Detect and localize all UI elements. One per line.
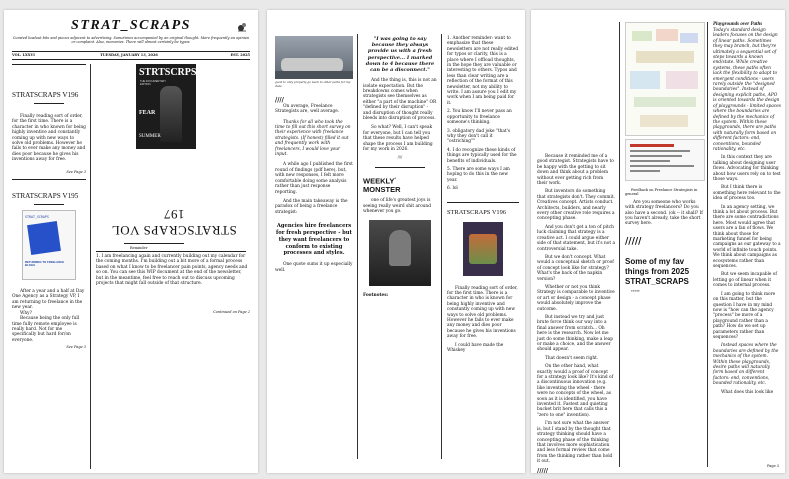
- volume-label: VOL. LXXVI: [12, 53, 35, 57]
- divider-slashes: ////: [275, 96, 284, 104]
- column-left: [275, 36, 353, 273]
- column-middle: [625, 22, 703, 294]
- article-text: Finally reading sort of order, for the first time. There is a character in who known for being highly inventive and constantly coming up with new ways to solve old problems. However he fails to ever make any money and dies poor because he gives his inventions away for free.: [12, 114, 86, 163]
- column-middle: [363, 36, 437, 298]
- article-text: I'm not sure what the answer is, but I stand by the thought that strategy thinking should have a concepting phase of the thinking that involves more sophistication and less formal review that come from the thinking rather than hold it out.: [537, 421, 613, 465]
- footnote: 1. Another reminder: want to emphasize that these newsletters are not really edited for typos or clarity, this is a place where I offload thoughts, in the hope they are valuable or interesting to others. Typos and less than clear writing are a reflection of the format of this newsletter, not my ability to write. I am assure you I edit my work when I am being paid for it.: [447, 36, 519, 106]
- article-text: Because being the only full time fully remote employee is really hard. Not for me specifically but hard for/on everyone.: [12, 316, 80, 343]
- divider-slashes: ////: [397, 154, 403, 159]
- pull-quote: "I was going to say because they always provide us with a fresh perspective... I marked down to 4 because there can be a disconnect.": [365, 36, 435, 74]
- issue-date: TUESDAY, JANUARY 13, 2026: [100, 53, 158, 57]
- newsletter-page-2: [267, 10, 525, 473]
- section-heading: STRATSCRAPS V196: [12, 91, 79, 99]
- article-text: A while ago I published the first round of findings (pdf here), but, with new responses, I felt more comfortable doing some analysis rather than just response reporting.: [275, 162, 353, 195]
- magazine-cover: STRTSCRPS THE DOCUMENTARY EDITION FEAR SUMMER: [136, 64, 196, 149]
- article-text: So what? Well, I can't speak for everyone, but I can tell you that these results have helped shape the process I am building for my work in 2026.: [363, 125, 433, 153]
- lead-article: 1. I am freelancing again and currently building out my calendar for the coming months. I'm building out a bit more of a formal process based on what I know to be freelancer pain points, agency needs and so on. You can see this WIP document at the end of the newsletter, but in the meantime, feel free to reach out to discuss upcoming projects that might fall outside of that structure.: [96, 254, 248, 287]
- article-text: Because it reminded me of a good strategist. Strategists have to be happy with the getting to sit down and think about a problem without ever getting rich from their work.: [537, 154, 614, 187]
- article-text: But we seem incapable of letting go of linear when it comes to internal process.: [713, 272, 777, 289]
- page-reference: Continued on Page 2: [213, 310, 250, 314]
- section-heading: WEEKLY* MONSTER: [363, 175, 401, 195]
- star-divider: *****: [631, 289, 640, 294]
- article-text: Finally reading sort of order, for the first time. There is a character in who is known for being highly inventive and constantly coming up with new ways to solve old problems. However he fails to ever make any money and dies poor because he gives his inventions away for free.: [447, 285, 518, 340]
- article-text: I could have made the Whiskey: [447, 342, 504, 354]
- section-heading: STRATSCRAPS V196: [447, 208, 507, 216]
- footnote: 2. You know I'll never pass an opportunity to freelance someone's thinking.: [447, 109, 512, 126]
- article-text: In an agency setting, we think a lot about process. But there are some contradictions here. Most would agree that users are a fan of flows. We think about those for marketing funnel for being campaigns as our gateway to a world of infinite touch points. We think about campaigns as ecosystems rather than sequences.: [713, 204, 781, 270]
- column-right: [713, 22, 781, 395]
- poster-image: [463, 222, 503, 276]
- cover-figure: [160, 86, 182, 142]
- page-reference: See Page 3: [66, 169, 86, 174]
- article-text: Whether or not you think Strategy is comparable to inventive or art or design - a concept phase would absolutely improve the outcome.: [537, 284, 615, 312]
- article-text: What does this look like: [721, 389, 774, 395]
- reminder-label: Reminder: [130, 246, 148, 250]
- article-text: On average, Freelance Strategists are, well average.: [275, 103, 340, 115]
- article-text: One quote sums it up especially well.: [275, 262, 353, 273]
- article-text: That doesn't seem right.: [545, 355, 599, 361]
- cover-graphic: [27, 221, 61, 255]
- established-label: EST. 2025: [230, 53, 250, 57]
- article-text: On the other hand, what exactly would a proof of concept for a strategy look like? It's kind of a discontinuous innovation (e.g. like inventing the wheel - there were no concepts of the wheel, as soon as it is identified, you have invented it. Fastest and quieting bucket brit here that calls this a "zero to one" invention).: [537, 364, 614, 418]
- article-text: But we don't concept. What would a conceptual sketch or proof of concept look like for strategy? What's the back of the napkin version?: [537, 254, 614, 282]
- monster-photo: [369, 220, 431, 286]
- column-left: [537, 154, 615, 473]
- article-text: And the main takeaway is the paradox of being a freelance strategist:: [275, 198, 348, 215]
- article-text: Why?: [20, 310, 32, 316]
- divider-slashes: /////: [625, 236, 642, 247]
- footnote: 3. obligatory dad joke "that's why they don't call it "ostriching"": [447, 128, 511, 145]
- column-right: [447, 36, 519, 353]
- photo: [275, 36, 353, 79]
- article-text: And the thing is, this is not an isolate expectation. But the breakdowns comes when strategists see themselves as either "a part of the machine" OR "defined by their disruption" - and disruption of thought really bleeds into disruption of process.: [363, 78, 437, 122]
- newsletter-page-3: [531, 10, 785, 473]
- article-text: Thanks for all who took the time to fill out this short survey on their experience with freelance strategists. (If honest) filled it out and frequently work with freelancers, I would love your input.: [275, 119, 351, 158]
- article-text: Today's standard design leaders focuses on the design of linear paths. Sometimes they may branch, but they're ultimately a sequential set of steps towards a known end/state. While creative systems, these paths often lack the flexibility to adapt to emergent conditions - users rarely outside the "designed boundaries". Instead of designing explicit paths, APO is oriented towards the design of playgrounds - limited spaces where the boundaries are defined by the mechanics of the system. Within these playgrounds, there are paths with naturally form based on different factors: end, conventions, bounded rationality, etc.: [713, 28, 781, 152]
- cover-image: STRAT_SCRAPS RETURNING TO FREELANCE BLOGS: [22, 210, 76, 280]
- footnotes-label: Footnotes:: [363, 292, 389, 298]
- tagline: Curated leadout bits and pieces adjacent to advertising. Sometimes accompanied by an original thought. More frequently an opinion or complaint. Also, memories. There will almost certainly be typos.: [12, 36, 250, 45]
- article-text: In this context they are talking about designing user flows. Advocating for thinking about how users rely on to test those ways.: [713, 155, 781, 182]
- image-caption: Feedback on Freelance Strategists in general: [625, 188, 698, 197]
- article-text: one of life's greatest joys is seeing really weird shit around whenever you go.: [363, 198, 431, 215]
- section-heading: Playgrounds over Paths: [713, 22, 763, 27]
- column-left: [12, 64, 86, 350]
- article-text: Are you someone who works with strategy freelancers? Do you also have a second. (ok -- it shall? If you haven't already, take the short survey here.: [625, 199, 703, 227]
- page-number: Page 3: [767, 464, 779, 468]
- article-text: But inventors do something that strategists don't. They commit. Creatives concept. Artists conduct. Architects, builders, and nearly every other creative role requires a concepting phase.: [537, 189, 615, 222]
- masthead: STRAT_SCRAPS: [71, 18, 191, 33]
- newsletter-page-1: [4, 10, 258, 473]
- article-text: And you don't get a ton of pitch luck claiming that strategy is a creative act. I could argue either side of that statement, but it's not a controversial take.: [537, 224, 616, 252]
- subheading: Agencies hire freelancers for fresh perspective - but they want freelancers to conform to existing processes and styles.: [276, 223, 352, 257]
- masthead-logo-icon: [236, 18, 248, 30]
- article-text: But I think there is something here relevant to the idea of process too.: [713, 185, 781, 202]
- article-text: But instead we try and just brute force think our way into a final answer from scratch... Oh here is the research. Now let me just do some thinking, make a leap or make a choice, and the answer should appear.: [537, 314, 614, 353]
- photo-caption: good to only properly go back to other parts for my data.: [275, 80, 351, 89]
- divider-slashes: /////: [537, 467, 548, 473]
- footnote: 5. There are some ways I am hoping to do this in the new year.: [447, 166, 510, 183]
- chart-image: [625, 139, 705, 181]
- volume-title: STRATSCRAPS VOL 197: [111, 207, 237, 238]
- article-text: After a year and a half at Day One Agency as a Strategy VP, I am returning to freelance in the new year.: [12, 289, 85, 311]
- article-text: I am going to think more on this matter, but the question I have in my mind now is "how can the agency "process" be more of a playground rather than a path? How do we set up parameters rather than sequences?: [713, 291, 776, 340]
- section-heading: STRATSCRAPS V195: [12, 192, 79, 201]
- footnote: 4. I do recognize these kinds of things are typically used for the benefits of individuals.: [447, 147, 517, 164]
- article-text: Instead spaces where the boundaries are defined by the mechanics of the system. Within these playgrounds, desire paths will naturally form based on different factors: end, conventions, bounded rationality, etc.: [713, 343, 779, 387]
- concept-map-image: [625, 22, 705, 136]
- page-reference: See Page 3: [66, 345, 86, 350]
- footnote: 6. lol: [447, 186, 458, 192]
- section-heading: Some of my fav things from 2025 STRAT_SCRAPS: [625, 256, 690, 286]
